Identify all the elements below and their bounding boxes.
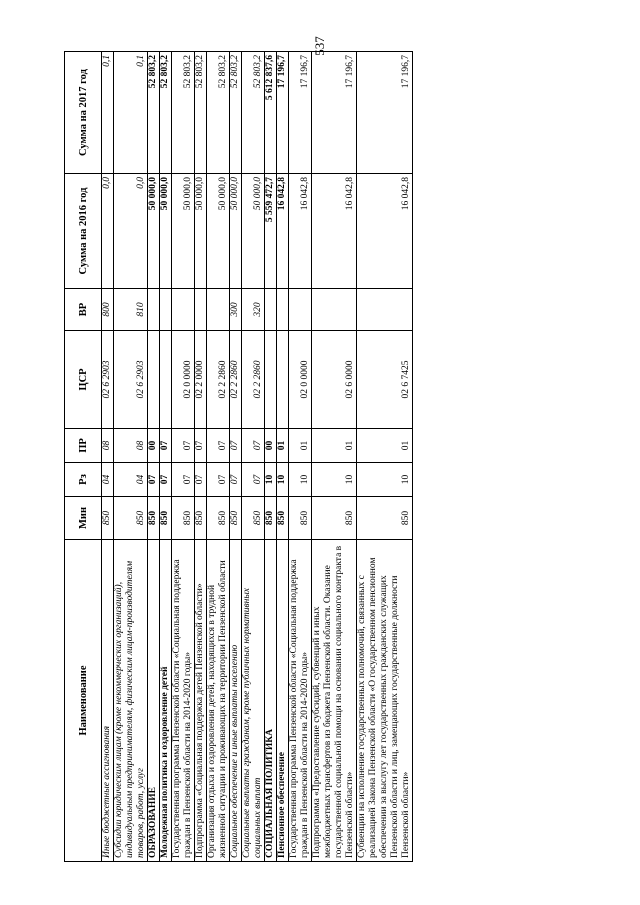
cell-rz: 10 [277, 463, 289, 497]
cell-sum-2016: 50 000,0 [242, 174, 265, 289]
page-number: 537 [312, 36, 327, 56]
table-header-row [65, 52, 102, 862]
cell-vr [357, 289, 413, 331]
cell-csr: 02 6 2903 [114, 331, 148, 429]
cell-vr [265, 289, 277, 331]
cell-pr: 01 [277, 429, 289, 463]
cell-min: 850 [230, 497, 242, 540]
cell-name: Субвенции на исполнение государственных полномочий, связанных с реализацией Закона Пензенской области «О государственном пенсионном обеспечении за выслугу лет государственных гражданских служащих Пензенской области и лиц, замещающих государственные должности Пензенской области» [357, 540, 413, 862]
table-row [312, 52, 357, 862]
cell-min: 850 [277, 497, 289, 540]
cell-name: Пенсионное обеспечение [277, 540, 289, 862]
cell-sum-2016: 0,0 [102, 174, 114, 289]
cell-min: 850 [312, 497, 357, 540]
header-rz: Рз [65, 463, 102, 497]
table-row [102, 52, 114, 862]
cell-sum-2016: 50 000,0 [230, 174, 242, 289]
cell-vr: 810 [114, 289, 148, 331]
header-sum-2017: Сумма на 2017 год [65, 52, 102, 174]
cell-min: 850 [114, 497, 148, 540]
cell-min: 850 [148, 497, 160, 540]
cell-sum-2016: 50 000,0 [207, 174, 230, 289]
cell-csr: 02 6 0000 [312, 331, 357, 429]
cell-pr: 01 [312, 429, 357, 463]
cell-rz: 10 [312, 463, 357, 497]
cell-rz: 07 [242, 463, 265, 497]
cell-sum-2017: 52 803,2 [160, 52, 172, 174]
cell-csr [148, 331, 160, 429]
table-row [114, 52, 148, 862]
cell-sum-2017: 5 612 837,6 [265, 52, 277, 174]
cell-sum-2017: 52 803,2 [207, 52, 230, 174]
cell-sum-2017: 52 803,2 [172, 52, 195, 174]
cell-sum-2017: 17 196,7 [277, 52, 289, 174]
cell-name: Молодежная политика и оздоровление детей [160, 540, 172, 862]
table-row [207, 52, 230, 862]
cell-sum-2016: 0,0 [114, 174, 148, 289]
cell-vr [172, 289, 195, 331]
cell-csr [265, 331, 277, 429]
cell-rz: 04 [102, 463, 114, 497]
table-row [265, 52, 277, 862]
table-row [172, 52, 195, 862]
cell-name: Иные бюджетные ассигнования [102, 540, 114, 862]
cell-min: 850 [102, 497, 114, 540]
cell-sum-2016: 50 000,0 [148, 174, 160, 289]
cell-name: Социальные выплаты гражданам, кроме публичных нормативных социальных выплат [242, 540, 265, 862]
cell-sum-2016: 16 042,8 [289, 174, 312, 289]
cell-sum-2016: 16 042,8 [357, 174, 413, 289]
cell-sum-2017: 17 196,7 [289, 52, 312, 174]
cell-pr: 07 [230, 429, 242, 463]
cell-min: 850 [265, 497, 277, 540]
cell-min: 850 [289, 497, 312, 540]
cell-rz: 04 [114, 463, 148, 497]
cell-name: Государственная программа Пензенской области «Социальная поддержка граждан в Пензенской области на 2014-2020 годы» [289, 540, 312, 862]
cell-rz: 07 [230, 463, 242, 497]
cell-rz: 07 [160, 463, 172, 497]
cell-pr: 08 [102, 429, 114, 463]
table-row [195, 52, 207, 862]
cell-pr: 01 [289, 429, 312, 463]
cell-rz: 10 [357, 463, 413, 497]
header-csr: ЦСР [65, 331, 102, 429]
cell-vr [148, 289, 160, 331]
cell-sum-2016: 50 000,0 [195, 174, 207, 289]
table-row [357, 52, 413, 862]
cell-csr: 02 2 2860 [207, 331, 230, 429]
cell-name: Субсидии юридическим лицам (кроме некоммерческих организаций), индивидуальным предпринимателям, физическим лицам-производителям товаров, работ, услуг [114, 540, 148, 862]
cell-vr: 320 [242, 289, 265, 331]
cell-pr: 00 [265, 429, 277, 463]
cell-sum-2016: 5 559 472,7 [265, 174, 277, 289]
cell-sum-2016: 16 042,8 [277, 174, 289, 289]
cell-min: 850 [207, 497, 230, 540]
cell-sum-2017: 0,1 [102, 52, 114, 174]
budget-table-rotated [64, 52, 566, 862]
table-row [289, 52, 312, 862]
cell-vr [312, 289, 357, 331]
cell-min: 850 [172, 497, 195, 540]
table-row [160, 52, 172, 862]
budget-table [64, 51, 413, 862]
cell-pr: 07 [242, 429, 265, 463]
cell-rz: 10 [289, 463, 312, 497]
cell-sum-2017: 52 803,2 [242, 52, 265, 174]
cell-rz: 07 [195, 463, 207, 497]
cell-vr [160, 289, 172, 331]
cell-vr [207, 289, 230, 331]
cell-pr: 00 [148, 429, 160, 463]
cell-name: Организация отдыха и оздоровления детей, находящихся в трудной жизненной ситуации и проживающих на территории Пензенской области [207, 540, 230, 862]
header-min: Мин [65, 497, 102, 540]
cell-vr: 300 [230, 289, 242, 331]
cell-csr: 02 2 2860 [242, 331, 265, 429]
cell-min: 850 [195, 497, 207, 540]
cell-rz: 07 [207, 463, 230, 497]
cell-sum-2016: 16 042,8 [312, 174, 357, 289]
cell-sum-2016: 50 000,0 [160, 174, 172, 289]
cell-csr: 02 2 2860 [230, 331, 242, 429]
header-name: Наименование [65, 540, 102, 862]
cell-csr: 02 0 0000 [172, 331, 195, 429]
header-vr: ВР [65, 289, 102, 331]
cell-sum-2017: 0,1 [114, 52, 148, 174]
cell-csr: 02 6 2903 [102, 331, 114, 429]
cell-name: ОБРАЗОВАНИЕ [148, 540, 160, 862]
cell-name: СОЦИАЛЬНАЯ ПОЛИТИКА [265, 540, 277, 862]
cell-csr: 02 0 0000 [289, 331, 312, 429]
cell-sum-2017: 17 196,7 [312, 52, 357, 174]
cell-name: Социальное обеспечение и иные выплаты населению [230, 540, 242, 862]
cell-pr: 07 [172, 429, 195, 463]
table-row [148, 52, 160, 862]
cell-pr: 07 [160, 429, 172, 463]
header-pr: ПР [65, 429, 102, 463]
cell-csr: 02 6 7425 [357, 331, 413, 429]
cell-vr [195, 289, 207, 331]
table-row [277, 52, 289, 862]
cell-sum-2017: 52 803,2 [148, 52, 160, 174]
cell-sum-2016: 50 000,0 [172, 174, 195, 289]
cell-pr: 08 [114, 429, 148, 463]
table-row [242, 52, 265, 862]
table-row [230, 52, 242, 862]
cell-rz: 07 [172, 463, 195, 497]
cell-sum-2017: 17 196,7 [357, 52, 413, 174]
cell-rz: 10 [265, 463, 277, 497]
cell-sum-2017: 52 803,2 [195, 52, 207, 174]
cell-csr [277, 331, 289, 429]
cell-pr: 01 [357, 429, 413, 463]
cell-name: Подпрограмма «Предоставление субсидий, субвенций и иных межбюджетных трансфертов из бюджета Пензенской области. Оказание государственной социальной помощи на основании социального контракта в Пензенской области» [312, 540, 357, 862]
cell-rz: 07 [148, 463, 160, 497]
cell-name: Государственная программа Пензенской области «Социальная поддержка граждан в Пензенской области на 2014-2020 годы» [172, 540, 195, 862]
cell-min: 850 [357, 497, 413, 540]
cell-vr: 800 [102, 289, 114, 331]
cell-vr [277, 289, 289, 331]
cell-sum-2017: 52 803,2 [230, 52, 242, 174]
cell-csr [160, 331, 172, 429]
cell-pr: 07 [195, 429, 207, 463]
cell-min: 850 [160, 497, 172, 540]
cell-csr: 02 2 0000 [195, 331, 207, 429]
header-sum-2016: Сумма на 2016 год [65, 174, 102, 289]
cell-vr [289, 289, 312, 331]
cell-pr: 07 [207, 429, 230, 463]
cell-min: 850 [242, 497, 265, 540]
cell-name: Подпрограмма «Социальная поддержка детей Пензенской области» [195, 540, 207, 862]
